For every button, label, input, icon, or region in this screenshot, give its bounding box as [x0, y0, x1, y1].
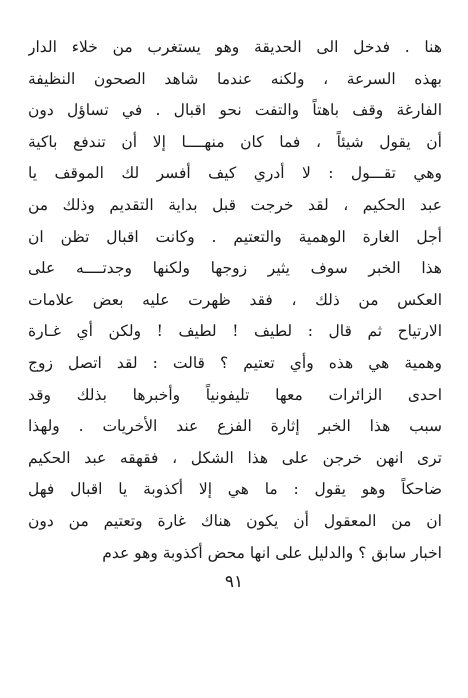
- text-line: أن يقول شيئاً ، فما كان منهــــا إلا أن تندفع باكية: [28, 132, 442, 151]
- text-line: اخبار سابق ؟ والدليل على انها محض أكذوبة وهو عدم: [102, 543, 442, 562]
- text-line: وهي تقـــول : لا أدري كيف أفسر لك الموقف يا: [28, 164, 442, 183]
- text-line: العكس من ذلك ، فقد ظهرت عليه بعض علامات: [28, 290, 442, 309]
- text-line: احدى الزائرات معها تليفونياً وأخبرها بذلك وقد: [28, 385, 442, 404]
- text-line: ان من المعقول أن يكون هناك غارة وتعتيم من دون: [28, 511, 442, 530]
- text-line: الفارغة وقف باهتاً والتفت نحو اقبال . في تساؤل دون: [28, 101, 442, 120]
- text-line: ضاحكاً وهو يقول : ما هي إلا أكذوبة يا اقبال فهل: [28, 480, 442, 499]
- text-line: عبد الحكيم ، لقد خرجت قبل بداية التقديم وذلك من: [28, 195, 442, 214]
- text-line: بهذه السرعة ، ولكنه عندما شاهد الصحون النظيفة: [28, 69, 442, 88]
- text-line: الارتياح ثم قال : لطيف ! لطيف ! ولكن أي غـارة: [28, 322, 442, 341]
- text-line: هذا الخبر سوف يثير زوجها ولكنها وجدتــــه على: [28, 259, 442, 278]
- body-text: [28, 32, 442, 569]
- text-line: سبب هذا الخبر إثارة الفزع عند الأخريات . ولهذا: [28, 417, 442, 436]
- text-line: ترى انهن خرجن على هذا الشكل ، فقهقه عبد الحكيم: [28, 448, 442, 467]
- page-number: ٩١: [224, 572, 244, 592]
- text-line: هنا . فدخل الى الحديقة وهو يستغرب من خلاء الدار: [28, 38, 442, 56]
- text-line: أجل الغارة الوهمية والتعتيم . وكانت اقبال تظن ان: [28, 227, 442, 246]
- text-line: وهمية هي هذه وأي تعتيم ؟ قالت : لقد اتصل زوج: [28, 353, 442, 372]
